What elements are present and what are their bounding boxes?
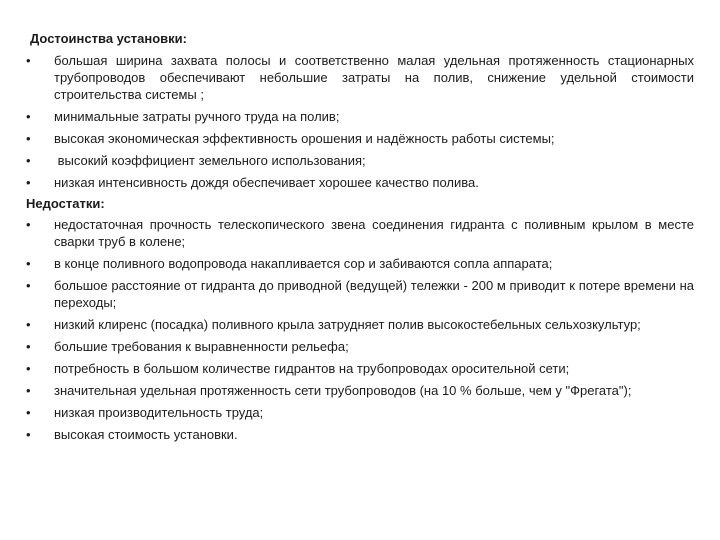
bullet-icon: • <box>26 153 31 168</box>
bullet-icon: • <box>26 53 31 68</box>
list-item <box>26 152 694 169</box>
list-item <box>26 277 694 311</box>
list-item-text: низкая интенсивность дождя обеспечивает хорошее качество полива. <box>54 175 479 190</box>
advantages-list <box>26 52 694 191</box>
list-item <box>26 216 694 250</box>
list-item <box>26 108 694 125</box>
list-item-text: потребность в большом количестве гидрантов на трубопроводах оросительной сети; <box>54 361 570 376</box>
list-item <box>26 404 694 421</box>
list-item <box>26 174 694 191</box>
bullet-icon: • <box>26 175 31 190</box>
list-item <box>26 52 694 103</box>
disadvantages-heading: Недостатки: <box>26 196 105 211</box>
list-item-text: недостаточная прочность телескопического звена соединения гидранта с поливным крылом в месте сварки труб в колене; <box>54 217 694 249</box>
bullet-icon: • <box>26 361 31 376</box>
bullet-icon: • <box>26 339 31 354</box>
list-item-text: большая ширина захвата полосы и соответственно малая удельная протяженность стационарных трубопроводов обеспечивают небольшие затраты на полив, снижение удельной стоимости строительства системы ; <box>54 53 694 102</box>
list-item-text: минимальные затраты ручного труда на полив; <box>54 109 340 124</box>
list-item-text: значительная удельная протяженность сети трубопроводов (на 10 % больше, чем у "Фрегата"); <box>54 383 632 398</box>
bullet-icon: • <box>26 217 31 232</box>
disadvantages-list <box>26 216 694 443</box>
list-item <box>26 360 694 377</box>
bullet-icon: • <box>26 383 31 398</box>
bullet-icon: • <box>26 278 31 293</box>
slide-content <box>26 30 694 448</box>
list-item-text: в конце поливного водопровода накапливается сор и забиваются сопла аппарата; <box>54 256 553 271</box>
list-item <box>26 316 694 333</box>
list-item-text: большое расстояние от гидранта до приводной (ведущей) тележки - 200 м приводит к потере времени на переходы; <box>54 278 694 310</box>
list-item-text: большие требования к выравненности рельефа; <box>54 339 349 354</box>
list-item <box>26 130 694 147</box>
bullet-icon: • <box>26 317 31 332</box>
bullet-icon: • <box>26 109 31 124</box>
list-item <box>26 382 694 399</box>
bullet-icon: • <box>26 427 31 442</box>
bullet-icon: • <box>26 131 31 146</box>
list-item-text: низкая производительность труда; <box>54 405 264 420</box>
advantages-heading: Достоинства установки: <box>30 31 188 46</box>
bullet-icon: • <box>26 405 31 420</box>
list-item-text: высокий коэффициент земельного использования; <box>54 153 366 168</box>
list-item <box>26 338 694 355</box>
list-item-text: высокая экономическая эффективность орошения и надёжность работы системы; <box>54 131 555 146</box>
list-item <box>26 255 694 272</box>
list-item-text: низкий клиренс (посадка) поливного крыла затрудняет полив высокостебельных сельхозкультур; <box>54 317 641 332</box>
list-item <box>26 426 694 443</box>
list-item-text: высокая стоимость установки. <box>54 427 238 442</box>
bullet-icon: • <box>26 256 31 271</box>
